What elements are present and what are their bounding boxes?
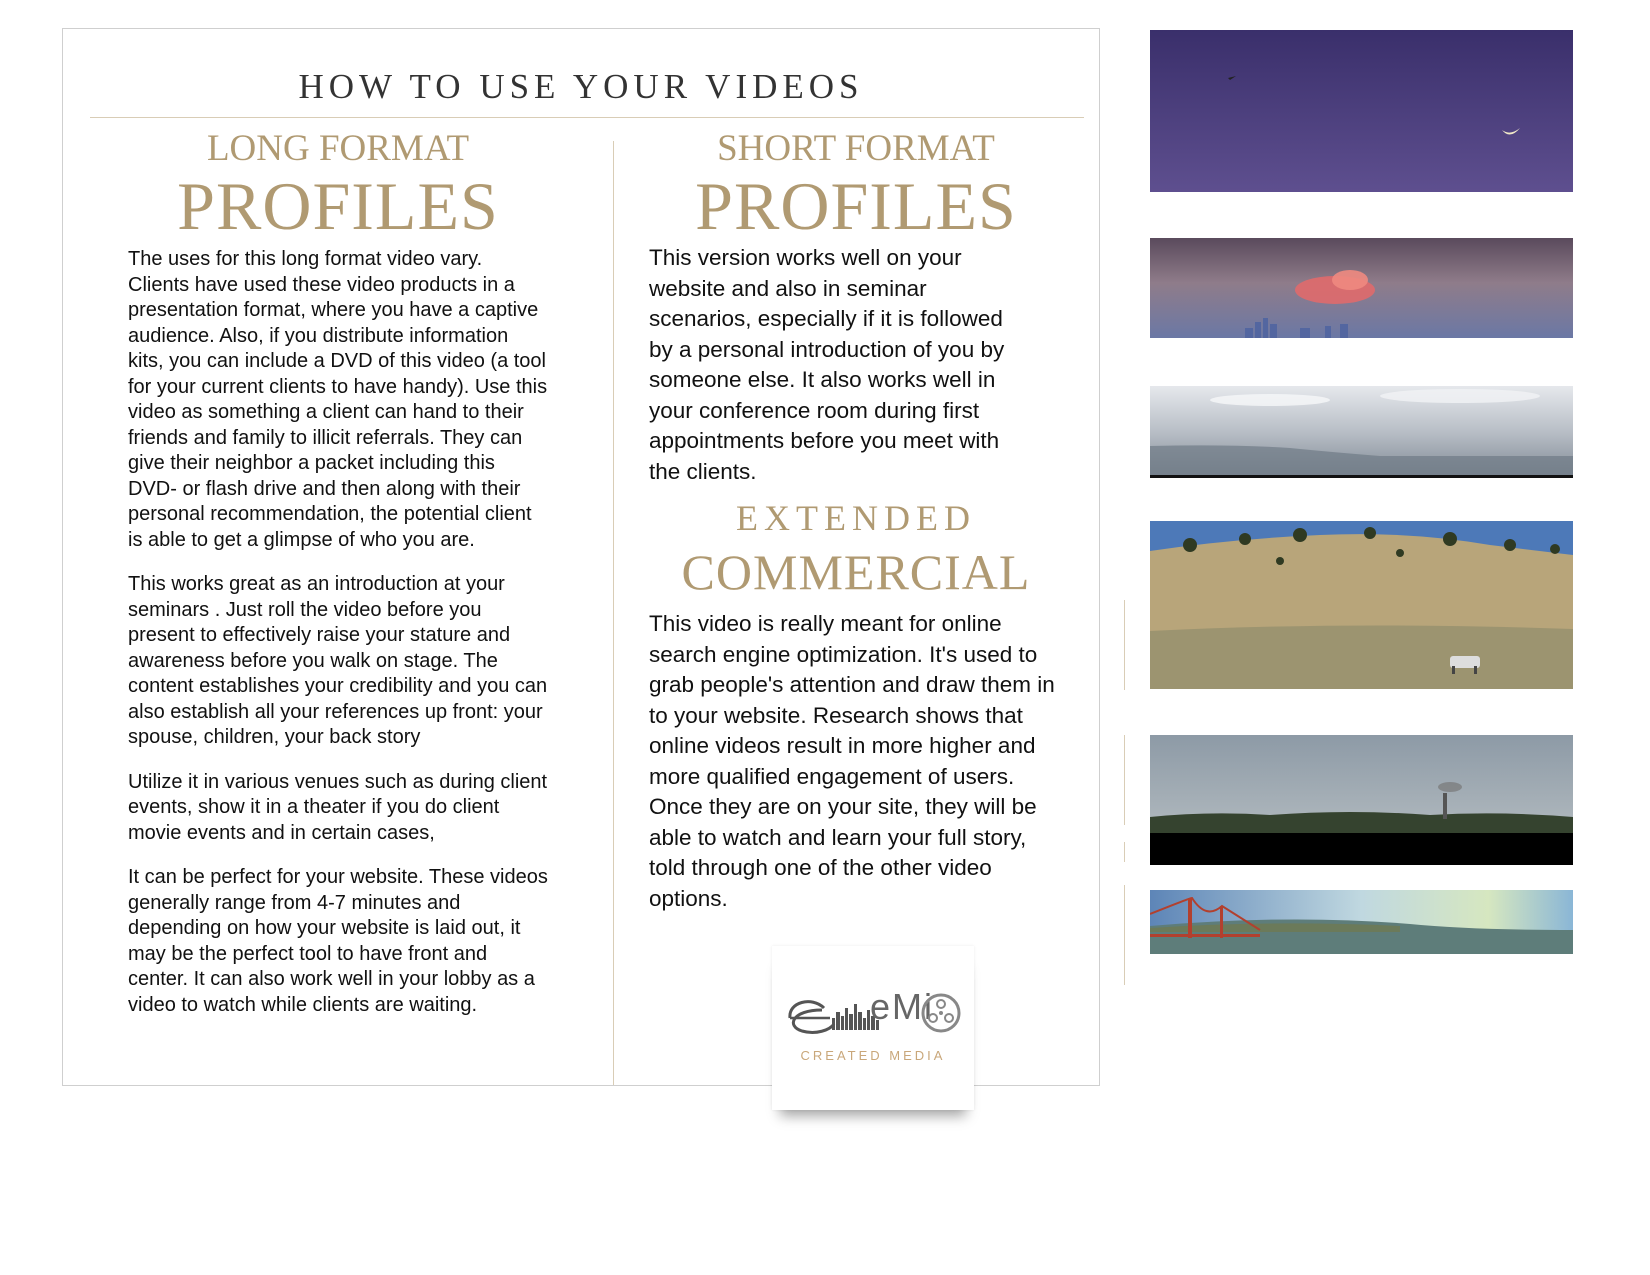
content-panel — [62, 28, 1100, 1086]
side-rule — [1124, 600, 1125, 690]
extended-kicker: EXTENDED — [736, 498, 976, 538]
long-format-paragraph: The uses for this long format video vary. Clients have used these video products in a presentation format, where you have a captive audience. Also, if you distribute information kits, you can include a DVD of this video (a tool for your current clients to have handy). Use this video as something a client can hand to their friends and family to illicit referrals. They can give their neighbor a packet including this DVD- or flash drive and then along with their personal recommendation, the potential client is able to get a glimpse of who you are. — [128, 248, 548, 551]
emi-logo-card — [772, 946, 974, 1110]
long-format-body — [128, 247, 548, 1037]
sunset-city-skyline-thumbnail — [1150, 238, 1573, 338]
night-sky-moon-thumbnail — [1150, 30, 1573, 192]
long-format-paragraph: It can be perfect for your website. These videos generally range from 4-7 minutes and depending on how your website is laid out, it may be the perfect tool to have front and center. It can also work well in your lobby as a video to watch while clients are waiting. — [128, 866, 548, 1016]
power-plant-treeline-thumbnail — [1150, 735, 1573, 865]
column-divider — [613, 141, 614, 1085]
side-rule — [1124, 885, 1125, 985]
extended-heading: COMMERCIAL — [681, 544, 1031, 600]
film-reel-icon — [920, 992, 962, 1034]
extended-body: This video is really meant for online search engine optimization. It's used to grab people's attention and draw them in to your website. Research shows that online videos result in more higher and more qualified engagement of users. Once they are on your site, they will be able to watch and learn your full story, told through one of the other video options. — [649, 611, 1055, 911]
short-format-kicker: SHORT FORMAT — [717, 128, 995, 169]
side-rule — [1124, 735, 1125, 825]
page-title: HOW TO USE YOUR VIDEOS — [298, 67, 864, 106]
long-format-kicker: LONG FORMAT — [206, 128, 470, 169]
golden-hills-pasture-thumbnail — [1150, 521, 1573, 689]
long-format-heading: PROFILES — [177, 168, 499, 244]
logo-wordmark: eMi — [870, 986, 935, 1027]
long-format-paragraph: Utilize it in various venues such as during client events, show it in a theater if you do client movie events and in certain cases, — [128, 770, 548, 844]
long-format-paragraph: This works great as an introduction at your seminars . Just roll the video before you present to effectively raise your stature and awareness before you walk on stage. The content establishes your credibility and you can also establish all your references up front: your spouse, children, your back story — [128, 573, 548, 748]
short-format-heading: PROFILES — [695, 168, 1017, 244]
title-divider — [90, 117, 1084, 118]
side-rule — [1124, 842, 1125, 862]
short-format-body: This version works well on your website and also in seminar scenarios, especially if it is followed by a personal introduction of you by someone else. It also works well in your conference room during first appointments before you meet with the clients. — [649, 245, 1005, 484]
logo-tagline: CREATED MEDIA — [800, 1048, 946, 1063]
golden-gate-bridge-thumbnail — [1150, 890, 1573, 954]
hazy-coastline-thumbnail — [1150, 386, 1573, 478]
